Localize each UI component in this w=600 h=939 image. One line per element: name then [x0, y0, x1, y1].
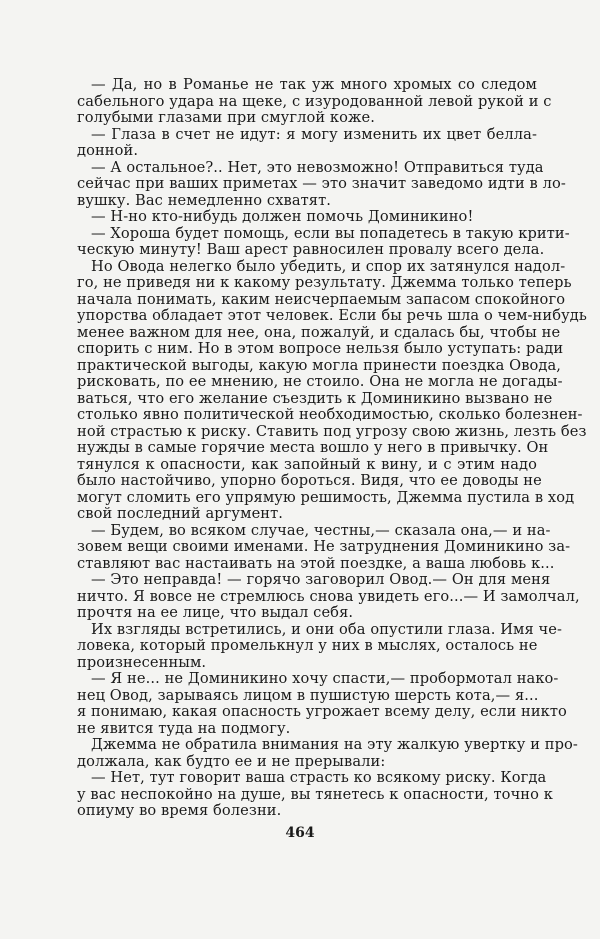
text-line: — Это неправда! — горячо заговорил Овод.— Он для меня	[91, 571, 551, 588]
text-line: — Я не... не Доминикино хочу спасти,— пробормотал нако-	[91, 670, 559, 687]
text-line: у вас неспокойно на душе, вы тянетесь к опасности, точно к	[77, 785, 553, 803]
text-line: Джемма не обратила внимания на эту жалкую увертку и про-	[91, 736, 578, 753]
text-line: тянулся к опасности, как запойный к вину, и с этим надо	[77, 455, 537, 473]
text-line: вушку. Вас немедленно схватят.	[77, 191, 332, 209]
text-line: сейчас при ваших приметах — это значит заведомо идти в ло-	[77, 175, 566, 192]
text-line: ловека, который промелькнул у них в мыслях, осталось не	[77, 637, 538, 654]
text-line: практической выгоды, какую могла принести поездка Овода,	[77, 356, 562, 374]
text-line: сабельного удара на щеке, с изуродованной левой рукой и с	[77, 92, 552, 110]
text-line: ничто. Я вовсе не стремлюсь снова увидеть его...— И замолчал,	[77, 587, 580, 605]
text-line: ческую минуту! Ваш арест равносилен провалу всего дела.	[77, 241, 545, 258]
text-line: го, не приведя ни к какому результату. Джемма только теперь	[77, 274, 572, 291]
text-line: произнесенным.	[77, 653, 207, 671]
text-line: начала понимать, каким неисчерпаемым запасом спокойного	[77, 290, 566, 308]
text-line: — Хороша будет помощь, если вы попадетесь в такую крити-	[91, 224, 570, 242]
text-line: менее важном для нее, она, пожалуй, и сдалась бы, чтобы не	[77, 323, 561, 341]
text-line: Их взгляды встретились, и они оба опустили глаза. Имя че-	[91, 620, 563, 638]
text-line: — Глаза в счет не идут: я могу изменить их цвет белла-	[91, 125, 537, 143]
text-line: свой последний аргумент.	[77, 505, 284, 522]
text-line: нец Овод, зарываясь лицом в пушистую шерсть кота,— я...	[77, 686, 539, 704]
text-line: нужды в самые горячие места вошло у него в привычку. Он	[77, 439, 549, 456]
text-line: ваться, что его желание съездить к Доминикино вызвано не	[77, 389, 553, 407]
text-line: голубыми глазами при смуглой коже.	[77, 109, 376, 126]
text-line: рисковать, по ее мнению, не стоило. Она не могла не догады-	[77, 373, 563, 390]
text-line: — Да, но в Романье не так уж много хромых со следом	[91, 76, 537, 93]
text-line: Но Овода нелегко было убедить, и спор их затянулся надол-	[91, 257, 566, 275]
text-line: — Н-но кто-нибудь должен помочь Доминикино!	[91, 208, 474, 225]
text-line: — Будем, во всяком случае, честны,— сказала она,— и на-	[91, 521, 551, 539]
text-line: упорства обладает этот человек. Если бы речь шла о чем-нибудь	[77, 307, 587, 324]
text-line: было настойчиво, упорно бороться. Видя, что ее доводы не	[77, 472, 542, 489]
text-line: прочтя на ее лице, что выдал себя.	[77, 604, 354, 621]
text-line: могут сломить его упрямую решимость, Джемма пустила в ход	[77, 488, 575, 506]
text-line: ной страстью к риску. Ставить под угрозу свою жизнь, лезть без	[77, 422, 587, 440]
text-line: донной.	[77, 142, 139, 159]
book-page-body	[77, 76, 587, 820]
text-line: столько явно политической необходимостью, сколько болезнен-	[77, 406, 583, 423]
text-line: должала, как будто ее и не прерывали:	[77, 752, 386, 770]
text-line: зовем вещи своими именами. Не затруднения Доминикино за-	[77, 538, 571, 555]
text-line: не явится туда на подмогу.	[77, 719, 291, 737]
page-number: 464	[285, 825, 315, 841]
text-line: я понимаю, какая опасность угрожает всему делу, если никто	[77, 703, 567, 720]
text-line: — Нет, тут говорит ваша страсть ко всякому риску. Когда	[91, 769, 547, 786]
text-line: ставляют вас настаивать на этой поездке, а ваша любовь к...	[77, 554, 555, 572]
text-line: опиуму во время болезни.	[77, 802, 282, 819]
text-line: — А остальное?.. Нет, это невозможно! Отправиться туда	[91, 158, 544, 176]
text-line: спорить с ним. Но в этом вопросе нельзя было уступать: ради	[77, 340, 564, 357]
